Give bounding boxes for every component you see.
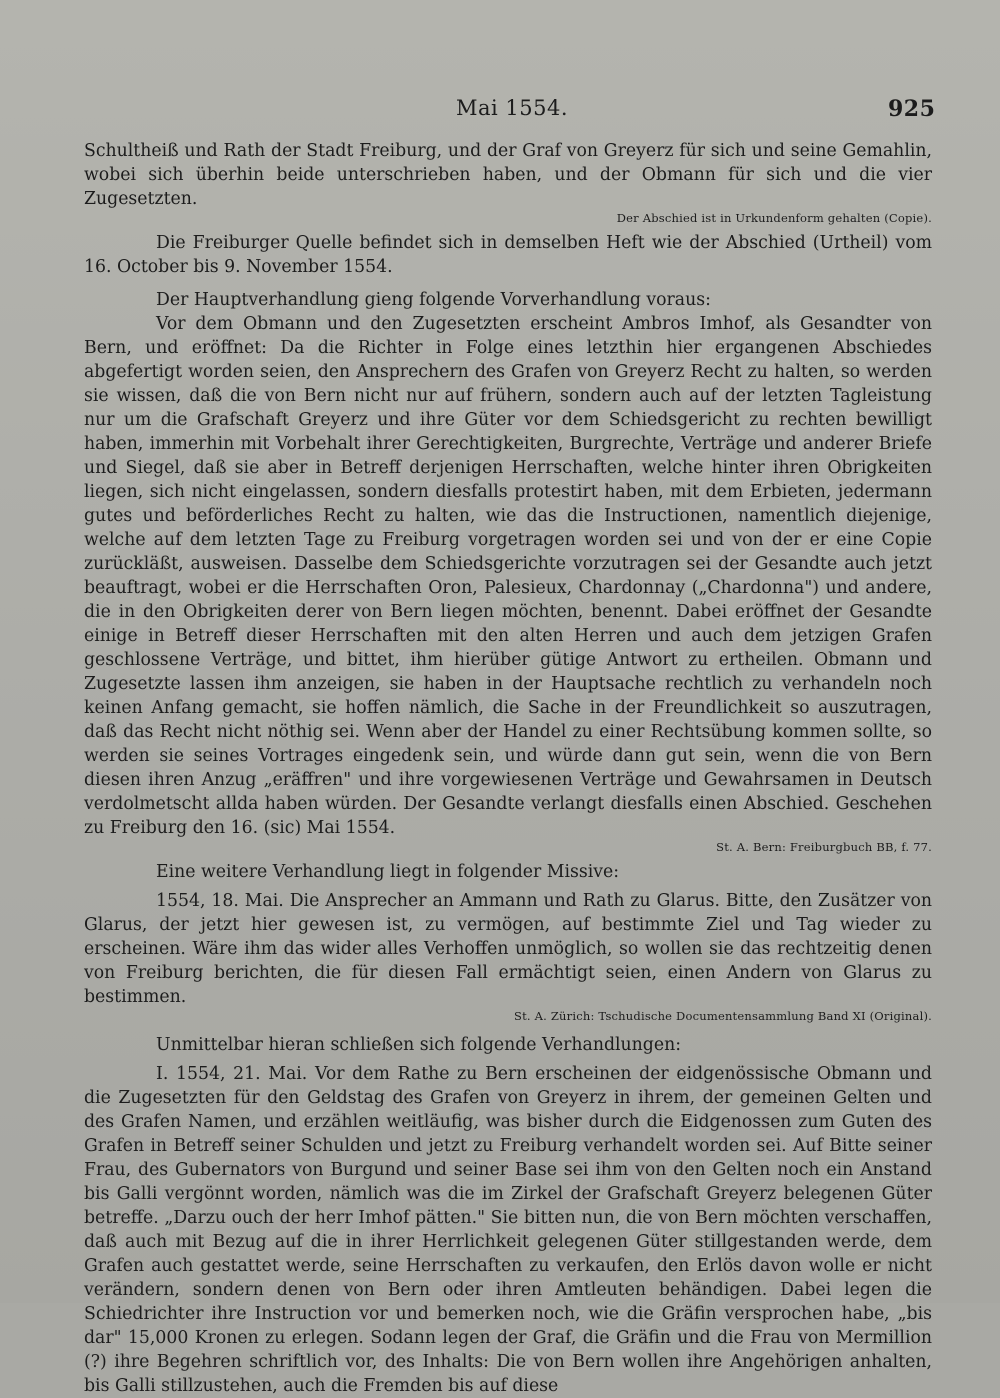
paragraph-5: Eine weitere Verhandlung liegt in folgender Missive: — [156, 862, 620, 882]
paragraph-2: Die Freiburger Quelle befindet sich in demselben Heft wie der Abschied (Urtheil) vom 16. October bis 9. November 1554. — [84, 233, 932, 277]
running-title: Mai 1554. — [456, 96, 569, 120]
page-body — [84, 139, 932, 1398]
page-header — [0, 96, 1000, 126]
paragraph-3: Der Hauptverhandlung gieng folgende Vorverhandlung voraus: — [156, 290, 711, 310]
paragraph-7: Unmittelbar hieran schließen sich folgende Verhandlungen: — [156, 1035, 682, 1055]
source-note-2: St. A. Bern: Freiburgbuch BB, f. 77. — [716, 840, 932, 854]
source-note-1: Der Abschied ist in Urkundenform gehalten (Copie). — [616, 211, 932, 225]
source-note-3: St. A. Zürich: Tschudische Documentensammlung Band XI (Original). — [514, 1009, 932, 1023]
page-number: 925 — [888, 96, 936, 122]
paragraph-6: 1554, 18. Mai. Die Ansprecher an Ammann und Rath zu Glarus. Bitte, den Zusätzer von Glarus, der jetzt hier gewesen ist, zu vermögen, auf bestimmte Ziel und Tag wieder zu erscheinen. Wäre ihm das wider alles Verhoffen unmöglich, so wollen sie das rechtzeitig denen von Freiburg berichten, die für diesen Fall ermächtigt seien, einen Andern von Glarus zu bestimmen. — [84, 891, 932, 1007]
paragraph-4: Vor dem Obmann und den Zugesetzten erscheint Ambros Imhof, als Gesandter von Bern, und eröffnet: Da die Richter in Folge eines letzthin hier ergangenen Abschiedes abgefertigt worden seien, den Ansprechern des Grafen von Greyerz Recht zu halten, so werden sie wissen, daß die von Bern nicht nur auf frühern, sondern auch auf der letzten Tagleistung nur um die Grafschaft Greyerz und ihre Güter vor dem Schiedsgericht zu rechten bewilligt haben, immerhin mit Vorbehalt ihrer Gerechtigkeiten, Burgrechte, Verträge und anderer Briefe und Siegel, daß sie aber in Betreff derjenigen Herrschaften, welche hinter ihren Obrigkeiten liegen, sich nicht eingelassen, sondern diesfalls protestirt haben, mit dem Erbieten, jedermann gutes und beförderliches Recht zu halten, wie das die Instructionen, namentlich diejenige, welche auf dem letzten Tage zu Freiburg vorgetragen worden sei und von der er eine Copie zurückläßt, ausweisen. Dasselbe dem Schiedsgerichte vorzutragen sei der Gesandte auch jetzt beauftragt, wobei er die Herrschaften Oron, Palesieux, Chardonnay („Chardonna") und andere, die in den Obrigkeiten derer von Bern liegen möchten, benennt. Dabei eröffnet der Gesandte einige in Betreff dieser Herrschaften mit den alten Herren und auch dem jetzigen Grafen geschlossene Verträge, und bittet, ihm hierüber gütige Antwort zu ertheilen. Obmann und Zugesetzte lassen ihm anzeigen, sie haben in der Hauptsache rechtlich zu verhandeln noch keinen Anfang gemacht, sie hoffen nämlich, die Sache in der Freundlichkeit so auszutragen, daß das Recht nicht nöthig sei. Wenn aber der Handel zu einer Rechtsübung kommen sollte, so werden sie seines Vortrages eingedenk sein, und würde dann gut sein, wenn die von Bern diesen ihren Anzug „eräffren" und ihre vorgewiesenen Verträge und Gewahrsamen in Deutsch verdolmetscht allda haben würden. Der Gesandte verlangt diesfalls einen Abschied. Geschehen zu Freiburg den 16. (sic) Mai 1554. — [84, 314, 932, 838]
paragraph-8: I. 1554, 21. Mai. Vor dem Rathe zu Bern erscheinen der eidgenössische Obmann und die Zugesetzten für den Geldstag des Grafen von Greyerz in ihrem, der gemeinen Gelten und des Grafen Namen, und erzählen weitläufig, was bisher durch die Eidgenossen zum Guten des Grafen in Betreff seiner Schulden und jetzt zu Freiburg verhandelt worden sei. Auf Bitte seiner Frau, des Gubernators von Burgund und seiner Base sei ihm von den Gelten noch ein Anstand bis Galli vergönnt worden, nämlich was die im Zirkel der Grafschaft Greyerz belegenen Güter betreffe. „Darzu ouch der herr Imhof pätten." Sie bitten nun, die von Bern möchten verschaffen, daß auch mit Bezug auf die in ihrer Herrlichkeit gelegenen Güter stillgestanden werde, dem Grafen auch gestattet werde, seine Herrschaften zu verkaufen, den Erlös davon wolle er nicht verändern, sondern denen von Bern oder ihren Amtleuten behändigen. Dabei legen die Schiedrichter ihre Instruction vor und bemerken noch, wie die Gräfin versprochen habe, „bis dar" 15,000 Kronen zu erlegen. Sodann legen der Graf, die Gräfin und die Frau von Mermillion (?) ihre Begehren schriftlich vor, des Inhalts: Die von Bern wollen ihre Angehörigen anhalten, bis Galli stillzustehen, auch die Fremden bis auf diese — [84, 1064, 932, 1396]
paragraph-1: Schultheiß und Rath der Stadt Freiburg, und der Graf von Greyerz für sich und seine Gemahlin, wobei sich überhin beide unterschrieben haben, und der Obmann für sich und die vier Zugesetzten. — [84, 141, 932, 209]
